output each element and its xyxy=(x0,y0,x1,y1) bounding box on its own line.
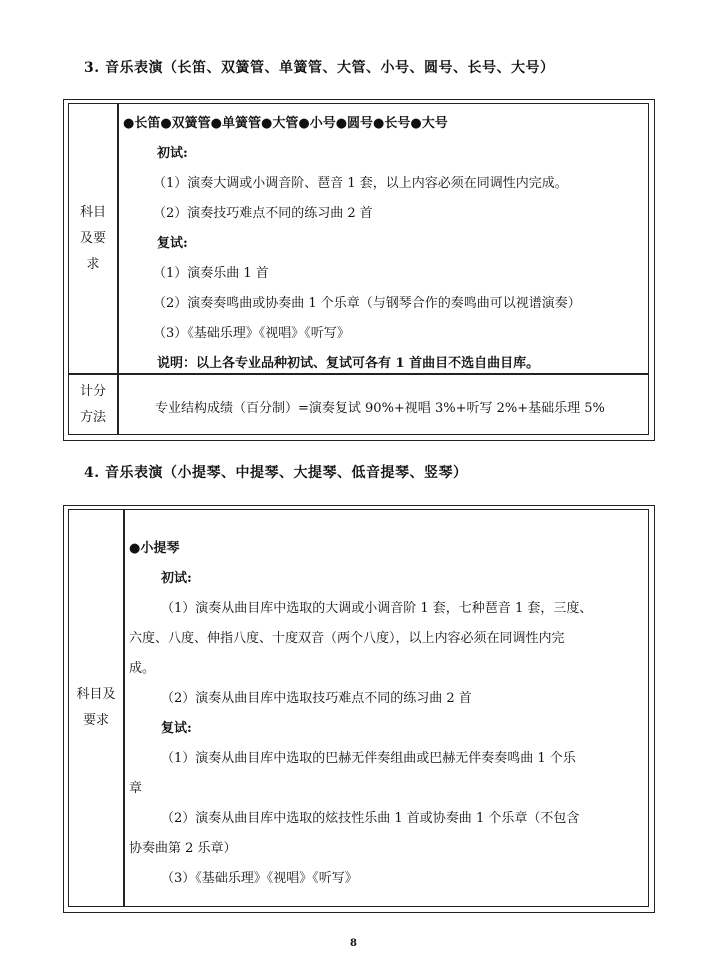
final-item: （1）演奏从曲目库中选取的巴赫无伴奏组曲或巴赫无伴奏奏鸣曲 1 个乐 xyxy=(161,751,576,766)
final-item: （2）演奏奏鸣曲或协奏曲 1 个乐章（与钢琴合作的奏鸣曲可以视谱演奏） xyxy=(153,296,581,311)
final-item: （3）《基础乐理》《视唱》《听写》 xyxy=(161,871,358,886)
scoring-label-cell xyxy=(68,374,118,435)
final-item: 章 xyxy=(129,781,143,796)
final-item: （3）《基础乐理》《视唱》《听写》 xyxy=(153,326,350,341)
prelim-item: （2）演奏从曲目库中选取技巧难点不同的练习曲 2 首 xyxy=(161,691,472,706)
final-title: 复试: xyxy=(157,236,188,251)
subject-label: 科目及要求 xyxy=(76,687,116,728)
final-item: 协奏曲第 2 乐章） xyxy=(129,841,237,856)
page-number: 8 xyxy=(350,938,357,949)
subject-label: 科目及要求 xyxy=(79,204,106,272)
prelim-item: （1）演奏大调或小调音阶、琶音 1 套，以上内容必须在同调性内完成。 xyxy=(153,176,568,191)
final-title: 复试: xyxy=(161,721,192,736)
final-item: （2）演奏从曲目库中选取的炫技性乐曲 1 首或协奏曲 1 个乐章（不包含 xyxy=(161,811,580,826)
prelim-title: 初试: xyxy=(161,571,192,586)
section-4-heading: 4. 音乐表演（小提琴、中提琴、大提琴、低音提琴、竖琴） xyxy=(84,465,468,481)
subject-content-cell xyxy=(124,509,649,907)
instrument-list: ●长笛●双簧管●单簧管●大管●小号●圆号●长号●大号 xyxy=(123,116,448,131)
scoring-content-cell xyxy=(118,374,649,435)
note-text: 说明：以上各专业品种初试、复试可各有 1 首曲目不选自曲目库。 xyxy=(157,356,540,371)
scoring-label: 计分方法 xyxy=(79,383,106,425)
final-item: （1）演奏乐曲 1 首 xyxy=(153,266,269,281)
prelim-item: （1）演奏从曲目库中选取的大调或小调音阶 1 套，七种琶音 1 套，三度、 xyxy=(161,601,593,616)
prelim-item: 六度、八度、伸指八度、十度双音（两个八度），以上内容必须在同调性内完 xyxy=(129,631,565,646)
subject-label-cell xyxy=(68,509,124,907)
subject-label-cell xyxy=(68,103,118,374)
subject-content-cell xyxy=(118,103,649,374)
prelim-item: 成。 xyxy=(129,661,156,676)
scoring-formula: 专业结构成绩（百分制）=演奏复试 90%+视唱 3%+听写 2%+基础乐理 5% xyxy=(155,401,605,416)
instrument-name: ●小提琴 xyxy=(129,541,180,556)
prelim-item: （2）演奏技巧难点不同的练习曲 2 首 xyxy=(153,206,373,221)
prelim-title: 初试: xyxy=(157,146,188,161)
section-3-heading: 3. 音乐表演（长笛、双簧管、单簧管、大管、小号、圆号、长号、大号） xyxy=(84,60,555,76)
